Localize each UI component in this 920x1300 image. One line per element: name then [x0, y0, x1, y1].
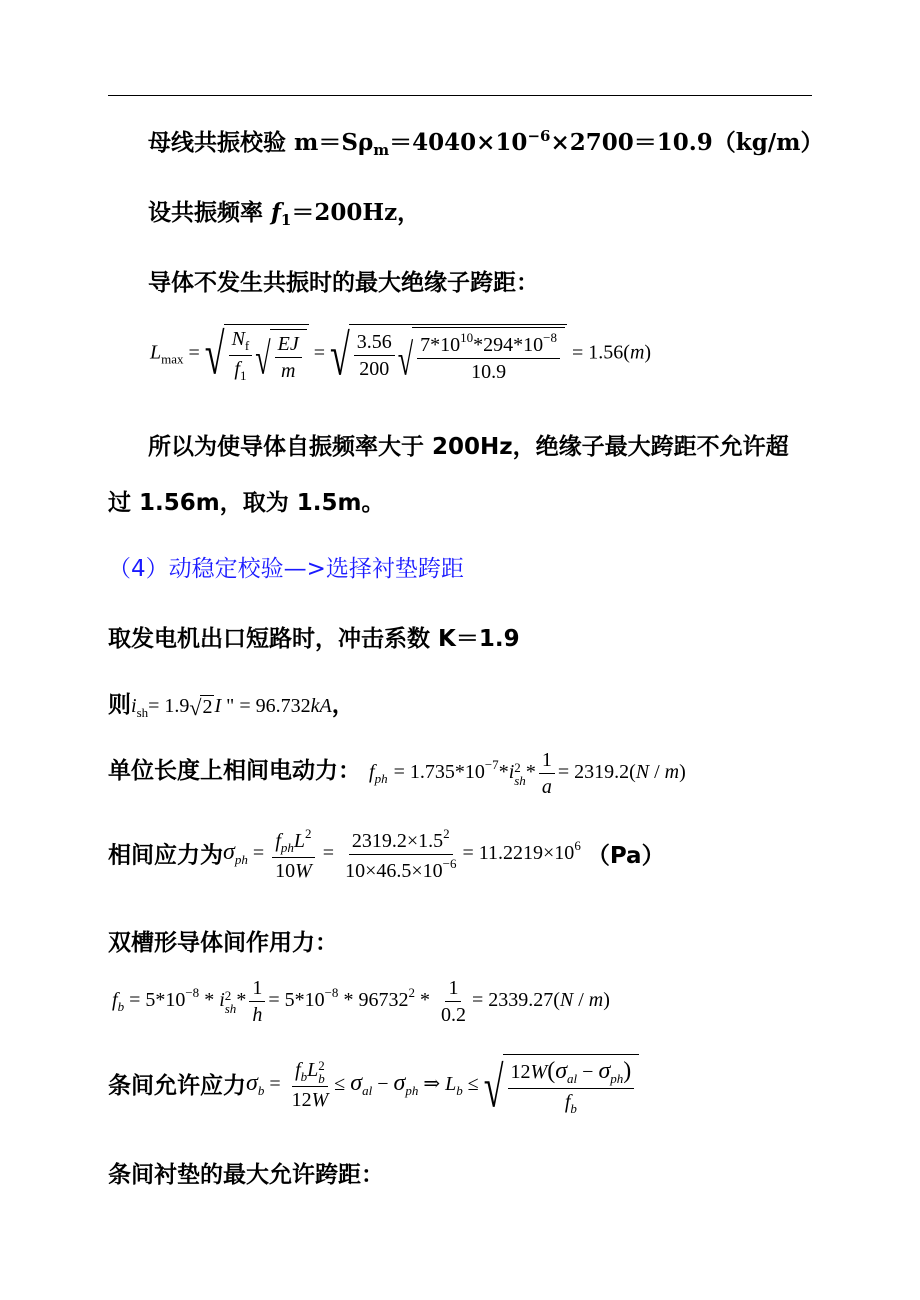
- interbar-force-formula: $f_b = 5*10^{-8} * i$ 2 sh * $\frac{1}{h}$ = $5*10^{-8} * 96732^2$ * $\frac{1}{0.2}$ = 2339.27(N / m): [112, 977, 610, 1026]
- sqrt-span-limit: √ $\frac{12W(\sigma_{al} - \sigma_{ph})}{f_b}$: [484, 1054, 640, 1116]
- electrodynamic-force-line: 单位长度上相间电动力： $f_{ph} = 1.735*10^{-7}*i$ 2 sh * $\frac{1}{a}$ = 2319.2(N / m): [108, 749, 686, 798]
- max-span-formula: $L_{max}$ = √ $\frac{N_f}{f_1}$ √ $\frac{EJ}{m}$ = √ $\frac{3.56}{200}$ √ $\frac{7*10^{10}*294*10^{-8}}{10.9}$ = 1.56(m): [150, 322, 652, 388]
- sqrt-outer-2: √ $\frac{3.56}{200}$ √ $\frac{7*10^{10}*294*10^{-8}}{10.9}$: [330, 324, 567, 384]
- busbar-resonance-line: 母线共振校验 $m=S\rho_m=4040\times 10^{-6}\times 2700=10.9(kg/m)$: [148, 127, 824, 159]
- max-liner-span-label: 条间衬垫的最大允许跨距：: [108, 1162, 384, 1188]
- resonance-frequency-line: 设共振频率 $f_1=200Hz$，: [148, 199, 421, 229]
- conclusion-line-b: 过 1.56m，取为 1.5m。: [108, 490, 385, 516]
- section-heading-4: （4）动稳定校验—>选择衬垫跨距: [108, 556, 464, 582]
- allowable-stress-line: 条间允许应力$\sigma_b$ = $f_bL$ 2 b 12W ≤ $\sigma_{al} - \sigma_{ph}$ ⇒ $L_b$ ≤ √ $\frac{12W(\sigma_{al} - \sigma_{ph})}{f_b}$: [108, 1054, 639, 1116]
- impact-coefficient-line: 取发电机出口短路时，冲击系数 K＝1.9: [108, 626, 520, 652]
- conclusion-line-a: 所以为使导体自振频率大于 200Hz，绝缘子最大跨距不允许超: [148, 434, 789, 460]
- header-rule: [108, 95, 812, 96]
- double-channel-force-label: 双槽形导体间作用力：: [108, 930, 338, 956]
- phase-stress-line: 相间应力为$\sigma_{ph}$ = $\frac{f_{ph}L^2}{10W}$ = $\frac{2319.2\times 1.5^2}{10\times 46.5\times 10^{-6}}$ = $11.2219\times 10^6$ （Pa）: [108, 826, 665, 882]
- max-insulator-span-label: 导体不发生共振时的最大绝缘子跨距：: [148, 270, 539, 296]
- peak-current-line: 则$i_{sh}= 1.9$ √ 2 I " = 96.732kA，: [108, 692, 355, 721]
- sqrt-outer-1: √ $\frac{N_f}{f_1}$ √ $\frac{EJ}{m}$: [205, 324, 309, 383]
